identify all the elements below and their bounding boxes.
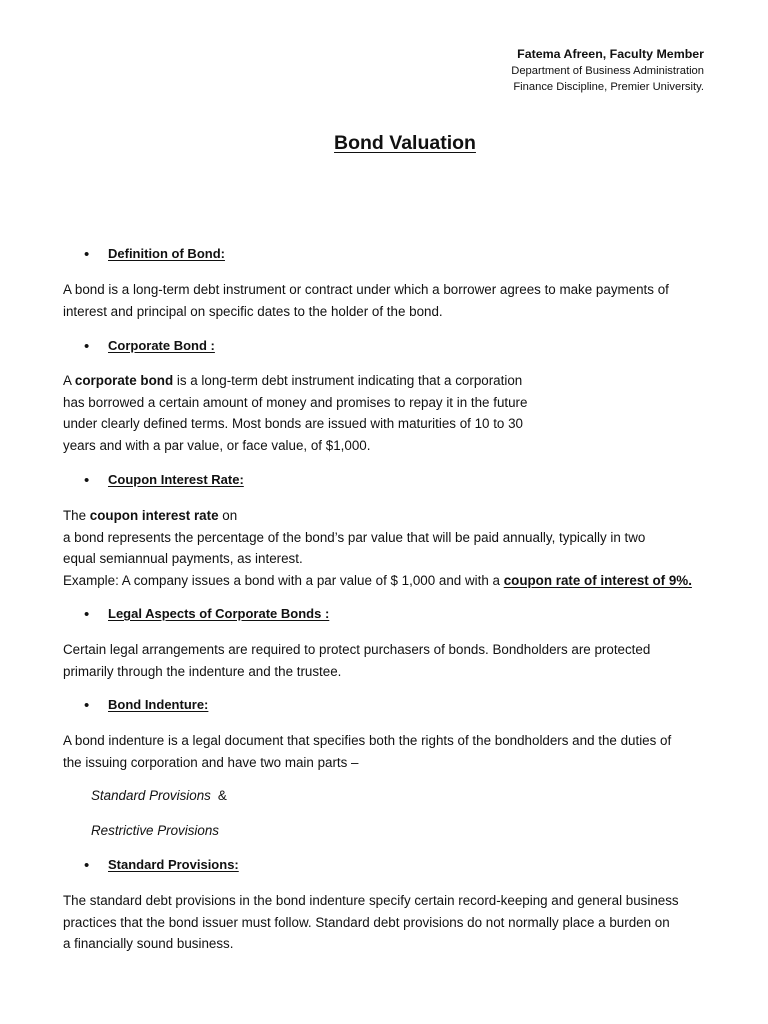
text-line — [63, 505, 713, 527]
text-line: interest and principal on specific dates to the holder of the bond. — [63, 303, 443, 319]
emphasis-coupon-rate: coupon rate of interest of 9%. — [503, 572, 692, 588]
term-coupon-interest-rate: coupon interest rate — [89, 508, 219, 523]
heading-coupon-rate: Coupon Interest Rate: — [108, 472, 244, 487]
text-line: A bond is a long-term debt instrument or contract under which a borrower agrees to make payments of — [63, 282, 669, 297]
heading-standard-provisions: Standard Provisions: — [108, 857, 239, 872]
page-title: Bond Valuation — [334, 132, 476, 154]
paragraph-standard-provisions — [63, 890, 713, 955]
paragraph-definition — [63, 279, 713, 322]
text-line: a bond represents the percentage of the bond’s par value that will be paid annually, typically in two — [63, 529, 646, 545]
bullet-icon: • — [84, 697, 90, 714]
author-discipline: Finance Discipline, Premier University. — [513, 81, 704, 93]
text-run: A — [63, 373, 75, 388]
text-line: equal semiannual payments, as interest. — [63, 551, 303, 566]
text-line: Certain legal arrangements are required to protect purchasers of bonds. Bondholders are protected — [63, 642, 651, 657]
text-line: under clearly defined terms. Most bonds are issued with maturities of 10 to 30 — [63, 416, 523, 431]
text-line: A bond indenture is a legal document that specifies both the rights of the bondholders and the duties of — [63, 733, 672, 748]
term-corporate-bond: corporate bond — [74, 373, 174, 388]
bullet-icon: • — [84, 606, 90, 623]
heading-bond-indenture: Bond Indenture: — [108, 697, 209, 712]
text-line: The standard debt provisions in the bond indenture specify certain record-keeping and general business — [63, 893, 679, 908]
paragraph-corporate-bond — [63, 370, 713, 456]
author-name: Fatema Afreen, Faculty Member — [517, 47, 704, 61]
text-line: years and with a par value, or face value, of $1,000. — [63, 437, 371, 453]
text-line: the issuing corporation and have two main parts – — [63, 754, 359, 770]
ampersand: & — [217, 788, 227, 803]
example-line — [63, 570, 713, 592]
text-run: is a long-term debt instrument indicating that a corporation — [173, 373, 523, 388]
text-line: practices that the bond issuer must follow. Standard debt provisions do not normally place a burden on — [63, 914, 670, 930]
indenture-part-standard — [91, 788, 227, 803]
text-line: a financially sound business. — [63, 936, 234, 951]
heading-corporate-bond: Corporate Bond : — [108, 338, 215, 353]
heading-legal-aspects: Legal Aspects of Corporate Bonds : — [108, 606, 330, 621]
author-block — [511, 46, 704, 96]
heading-definition: Definition of Bond: — [108, 246, 225, 261]
text-run: Example: A company issues a bond with a par value of $ 1,000 and with a — [63, 572, 504, 588]
paragraph-coupon-rate — [63, 505, 713, 591]
author-department: Department of Business Administration — [511, 64, 704, 77]
bullet-icon: • — [84, 246, 90, 263]
paragraph-legal-aspects — [63, 639, 713, 682]
text-line: has borrowed a certain amount of money and promises to repay it in the future — [63, 394, 528, 410]
text-run: on — [218, 508, 238, 523]
text-line: primarily through the indenture and the trustee. — [63, 663, 342, 679]
paragraph-bond-indenture — [63, 730, 713, 773]
bullet-icon: • — [84, 472, 90, 489]
text-line — [63, 370, 713, 392]
indenture-part-restrictive: Restrictive Provisions — [91, 823, 219, 838]
part-label: Standard Provisions — [91, 788, 211, 803]
text-run: The — [63, 508, 90, 523]
bullet-icon: • — [84, 338, 90, 355]
bullet-icon: • — [84, 857, 90, 874]
